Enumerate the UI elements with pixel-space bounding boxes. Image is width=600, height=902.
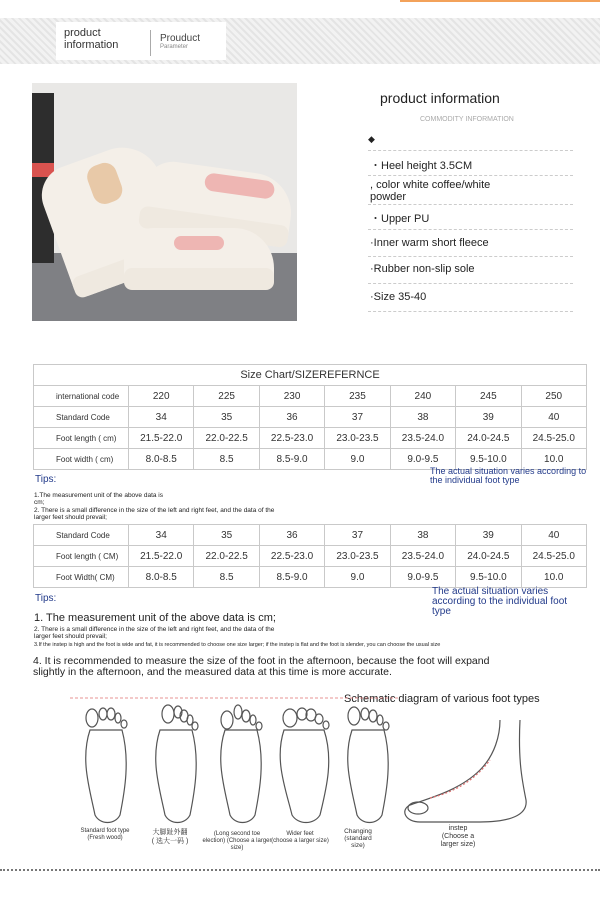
product-info-subtitle: COMMODITY INFORMATION <box>420 116 514 123</box>
cell: 9.5-10.0 <box>456 449 521 470</box>
cell: 40 <box>521 525 586 546</box>
row-label: Standard Code <box>34 407 129 428</box>
size-chart-table <box>33 364 587 470</box>
table-row <box>34 567 587 588</box>
cell: 40 <box>521 407 586 428</box>
row-label: Foot length ( cm) <box>34 428 129 449</box>
cell: 35 <box>194 407 259 428</box>
cell: 39 <box>456 407 521 428</box>
row-label: Foot Width( CM) <box>34 567 129 588</box>
cell: 22.5-23.0 <box>259 428 324 449</box>
cell: 8.5-9.0 <box>259 567 324 588</box>
row-label: Standard Code <box>34 525 129 546</box>
spec-heel-height: ・Heel height 3.5CM <box>370 160 473 172</box>
foot-type-note-2: The actual situation varies according to the individual foot type <box>432 586 568 617</box>
table-row <box>34 546 587 567</box>
cell: 39 <box>456 525 521 546</box>
foot-outline-standard <box>86 708 127 823</box>
divider <box>368 204 573 205</box>
divider <box>368 175 573 176</box>
cell: 9.0-9.5 <box>390 449 455 470</box>
cell: 8.5 <box>194 449 259 470</box>
cell: 24.0-24.5 <box>456 428 521 449</box>
cell: 24.0-24.5 <box>456 546 521 567</box>
cell: 240 <box>390 386 455 407</box>
foot-outline-side-instep <box>405 720 526 822</box>
bottom-dotted-divider <box>0 869 600 871</box>
cell: 35 <box>194 525 259 546</box>
cell: 34 <box>129 525 194 546</box>
diamond-bullet-icon: ◆ <box>368 134 375 144</box>
cell: 225 <box>194 386 259 407</box>
row-label: international code <box>34 386 129 407</box>
header-divider <box>150 30 151 56</box>
cell: 9.5-10.0 <box>456 567 521 588</box>
spec-sole: ·Rubber non-slip sole <box>370 263 475 275</box>
note-2: 2. There is a small difference in the size of the left and right feet, and the data of the larger feet should prevail; <box>34 507 275 521</box>
note-2-3: 3.If the instep is high and the foot is wide and fat, it is recommended to choose one size larger; if the instep is flat and the foot is slender, you can choose the usual size <box>34 642 441 648</box>
size-chart-table-2 <box>33 524 587 588</box>
cell: 23.0-23.5 <box>325 546 390 567</box>
cell: 23.5-24.0 <box>390 428 455 449</box>
product-photo <box>32 83 297 321</box>
cell: 8.0-8.5 <box>129 567 194 588</box>
divider <box>368 283 573 284</box>
foot-outline-wide <box>280 708 329 823</box>
caption-wide: Wider feet (choose a larger size) <box>271 831 329 844</box>
spec-upper: ・Upper PU <box>370 213 430 225</box>
cell: 220 <box>129 386 194 407</box>
foot-type-note: The actual situation varies according to the individual foot type <box>430 466 587 485</box>
caption-standard-2: Changing (standard size) <box>344 828 372 849</box>
header-parameter-title: Prouduct <box>160 33 201 44</box>
cell: 245 <box>456 386 521 407</box>
cell: 23.5-24.0 <box>390 546 455 567</box>
row-label: Foot length ( CM) <box>34 546 129 567</box>
foot-types-title: Schematic diagram of various foot types <box>344 693 540 705</box>
table-row <box>34 407 587 428</box>
divider <box>368 311 573 312</box>
note-2-2: 2. There is a small difference in the size of the left and right feet, and the data of the larger feet should prevail; <box>34 626 275 640</box>
cell: 8.0-8.5 <box>129 449 194 470</box>
spec-lining: ·Inner warm short fleece <box>370 237 489 249</box>
cell: 9.0 <box>325 567 390 588</box>
cell: 250 <box>521 386 586 407</box>
foot-outline-bunion <box>156 705 198 823</box>
cell: 8.5 <box>194 567 259 588</box>
note-1: 1.The measurement unit of the above data is cm; <box>34 492 163 506</box>
product-info-title: product information <box>380 90 500 106</box>
divider <box>368 150 573 151</box>
foot-outline-long-second-toe <box>221 705 262 823</box>
size-chart-title: Size Chart/SIZEREFERNCE <box>34 365 587 386</box>
note-2-1: 1. The measurement unit of the above data is cm; <box>34 612 276 624</box>
caption-long-second-toe: (Long second toe election) (Choose a larger size) <box>202 831 272 851</box>
cell: 24.5-25.0 <box>521 428 586 449</box>
table-row <box>34 525 587 546</box>
foot-diagram <box>70 690 530 830</box>
header-parameter <box>160 33 200 50</box>
cell: 10.0 <box>521 449 586 470</box>
cell: 21.5-22.0 <box>129 546 194 567</box>
foot-outline-standard-2 <box>348 707 389 823</box>
cell: 34 <box>129 407 194 428</box>
cell: 9.0-9.5 <box>390 567 455 588</box>
divider <box>368 256 573 257</box>
cell: 230 <box>259 386 324 407</box>
shoe-bottom-image <box>124 228 274 290</box>
cell: 22.0-22.5 <box>194 546 259 567</box>
cell: 38 <box>390 525 455 546</box>
spec-color: , color white coffee/white powder <box>370 179 491 203</box>
cell: 21.5-22.0 <box>129 428 194 449</box>
table-row <box>34 386 587 407</box>
header-parameter-sub: Parameter <box>160 44 189 50</box>
table-row <box>34 428 587 449</box>
caption-standard: Standard foot type (Fresh wood) <box>80 828 130 841</box>
cell: 235 <box>325 386 390 407</box>
header-product-information: product information <box>64 27 119 51</box>
cell: 36 <box>259 525 324 546</box>
caption-bunion: 大脚趾外翻 ( 选大一码 ) <box>151 829 189 845</box>
cell: 22.0-22.5 <box>194 428 259 449</box>
tips-label-2: Tips: <box>35 593 57 604</box>
cell: 36 <box>259 407 324 428</box>
caption-instep: instep (Choose a larger size) <box>440 825 476 848</box>
cell: 23.0-23.5 <box>325 428 390 449</box>
top-accent-line <box>400 0 600 2</box>
cell: 9.0 <box>325 449 390 470</box>
cell: 37 <box>325 407 390 428</box>
cell: 10.0 <box>521 567 586 588</box>
cell: 38 <box>390 407 455 428</box>
note-2-4: 4. It is recommended to measure the size of the foot in the afternoon, because the foot will expand slightly in the afternoon, and the measured data at this time is more accurate. <box>33 655 490 678</box>
cell: 22.5-23.0 <box>259 546 324 567</box>
cell: 8.5-9.0 <box>259 449 324 470</box>
spec-size: ·Size 35-40 <box>370 291 427 303</box>
tips-label: Tips: <box>35 474 57 485</box>
divider <box>368 229 573 230</box>
cell: 24.5-25.0 <box>521 546 586 567</box>
cell: 37 <box>325 525 390 546</box>
row-label: Foot width ( cm) <box>34 449 129 470</box>
